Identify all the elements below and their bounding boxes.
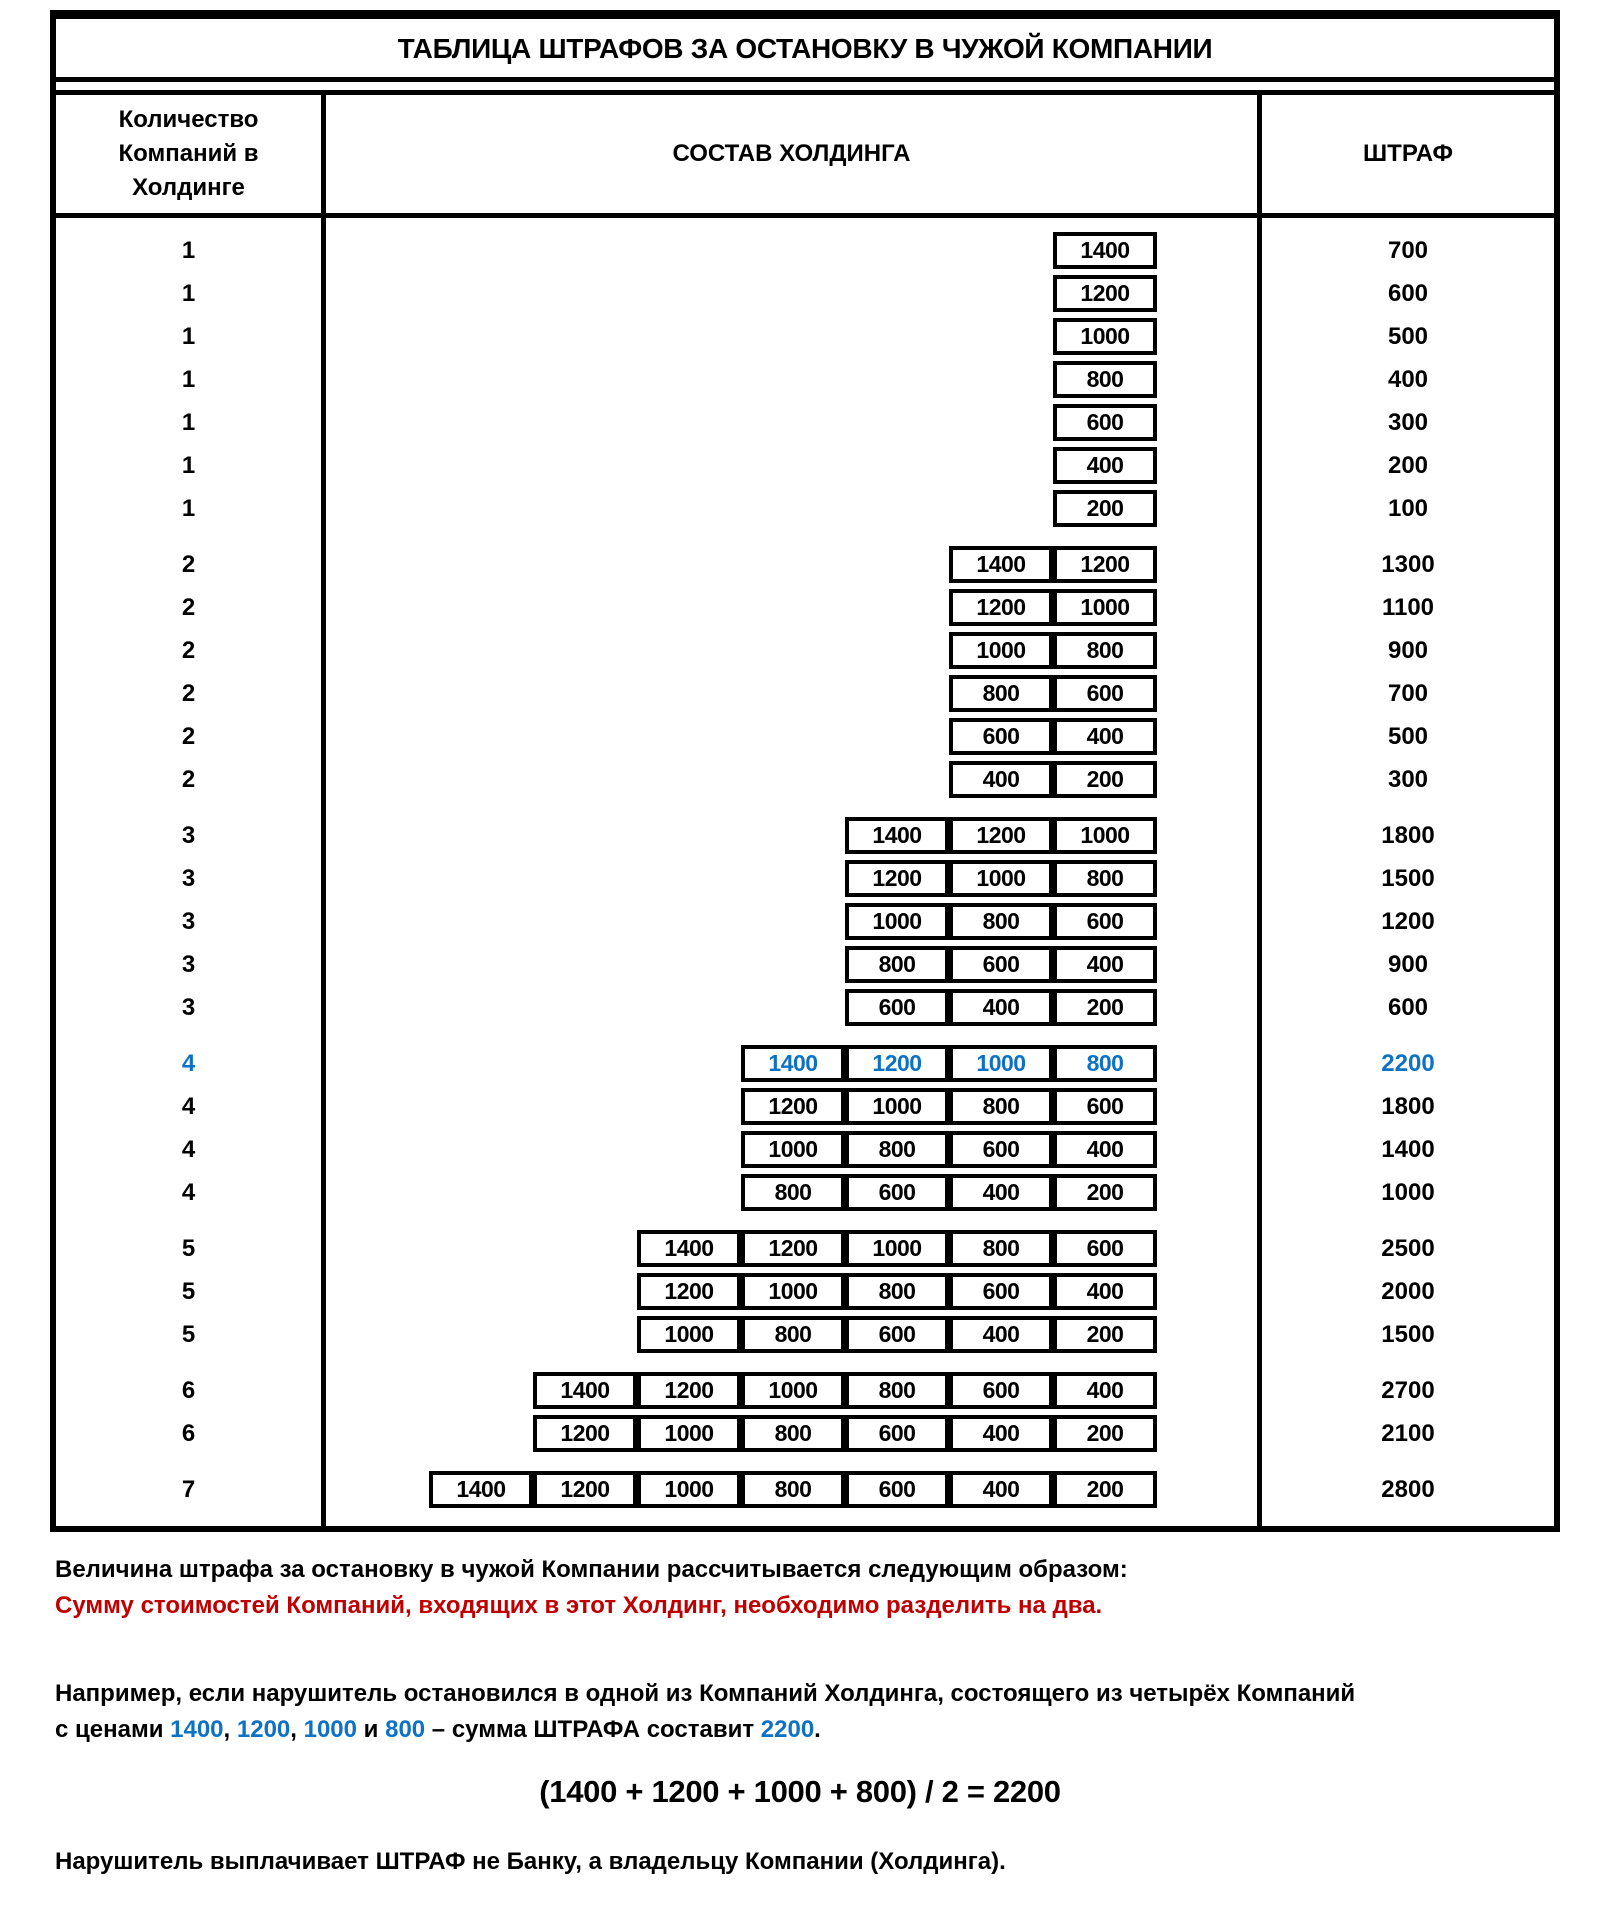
company-value-box: 1400	[429, 1471, 533, 1508]
fine-group	[1262, 1045, 1554, 1211]
fine-group	[1262, 546, 1554, 798]
example-number: 800	[385, 1716, 426, 1743]
company-value-box: 1000	[637, 1316, 741, 1353]
company-value-box: 400	[949, 989, 1053, 1026]
company-value-box: 800	[949, 1230, 1053, 1267]
holding-count: 1	[181, 408, 196, 436]
company-value-box: 600	[949, 1372, 1053, 1409]
company-value-box: 600	[1053, 1230, 1157, 1267]
company-value-box: 800	[949, 1088, 1053, 1125]
company-value-box: 800	[741, 1471, 845, 1508]
holding-count: 6	[181, 1419, 196, 1447]
company-value-box: 1200	[637, 1372, 741, 1409]
company-value-box: 600	[1053, 675, 1157, 712]
company-value-box: 400	[1053, 946, 1157, 983]
fine-value: 500	[1387, 322, 1429, 350]
count-group	[56, 1372, 321, 1452]
company-value-box: 400	[949, 1316, 1053, 1353]
example-text: и	[357, 1716, 386, 1743]
composition-group	[326, 1471, 1257, 1508]
example-formula: (1400 + 1200 + 1000 + 800) / 2 = 2200	[539, 1774, 1061, 1809]
fine-value: 1300	[1381, 550, 1435, 578]
holding-count: 4	[181, 1135, 196, 1163]
holding-composition-row	[326, 1471, 1257, 1508]
holding-count: 1	[181, 236, 196, 264]
company-value-box: 800	[845, 1131, 949, 1168]
fine-group	[1262, 817, 1554, 1026]
holding-composition-row	[326, 1316, 1257, 1353]
holding-composition-row	[326, 361, 1257, 398]
count-column	[56, 218, 326, 1526]
company-value-box: 600	[949, 1273, 1053, 1310]
count-group	[56, 1230, 321, 1353]
fine-value: 700	[1387, 679, 1429, 707]
company-value-box: 800	[949, 903, 1053, 940]
holding-composition-row	[326, 1131, 1257, 1168]
company-value-box: 200	[1053, 1174, 1157, 1211]
company-value-box: 1200	[637, 1273, 741, 1310]
composition-group	[326, 1372, 1257, 1452]
company-value-box: 400	[1053, 1273, 1157, 1310]
table-title: ТАБЛИЦА ШТРАФОВ ЗА ОСТАНОВКУ В ЧУЖОЙ КОМПАНИИ	[56, 19, 1554, 82]
company-value-box: 800	[845, 1372, 949, 1409]
company-value-box: 1200	[533, 1415, 637, 1452]
company-value-box: 1200	[1053, 275, 1157, 312]
holding-composition-row	[326, 632, 1257, 669]
example-number: 1200	[236, 1716, 291, 1743]
fine-value: 2200	[1381, 1049, 1435, 1077]
example-text: ,	[290, 1716, 304, 1743]
company-value-box: 600	[949, 718, 1053, 755]
holding-composition-row	[326, 404, 1257, 441]
example-line1: Например, если нарушитель остановился в одной из Компаний Холдинга, состоящего из четырёх Компаний	[55, 1680, 1356, 1707]
fine-value: 300	[1387, 765, 1429, 793]
count-group	[56, 1471, 321, 1508]
company-value-box: 1000	[845, 1088, 949, 1125]
company-value-box: 1400	[637, 1230, 741, 1267]
fine-value: 2100	[1381, 1419, 1435, 1447]
company-value-box: 800	[1053, 1045, 1157, 1082]
company-value-box: 1000	[949, 860, 1053, 897]
company-value-box: 600	[949, 946, 1053, 983]
company-value-box: 800	[845, 1273, 949, 1310]
fine-value: 1800	[1381, 1092, 1435, 1120]
holding-composition-row	[326, 1045, 1257, 1082]
fine-value: 1400	[1381, 1135, 1435, 1163]
fine-value: 1100	[1381, 593, 1435, 621]
fine-group	[1262, 1372, 1554, 1452]
holding-count: 3	[181, 993, 196, 1021]
holding-composition-row	[326, 946, 1257, 983]
calc-rule-line-red: Сумму стоимостей Компаний, входящих в этот Холдинг, необходимо разделить на два.	[55, 1592, 1103, 1619]
fine-value: 1800	[1381, 821, 1435, 849]
fine-group	[1262, 232, 1554, 527]
holding-count: 2	[181, 636, 196, 664]
company-value-box: 200	[1053, 761, 1157, 798]
holding-count: 5	[181, 1277, 196, 1305]
count-group	[56, 232, 321, 527]
header-line: Количество	[118, 106, 259, 133]
composition-column	[326, 218, 1262, 1526]
header-fine: ШТРАФ	[1363, 140, 1453, 167]
calc-rule-line: Величина штрафа за остановку в чужой Компании рассчитывается следующим образом:	[55, 1556, 1128, 1583]
company-value-box: 600	[845, 989, 949, 1026]
holding-composition-row	[326, 447, 1257, 484]
fine-value: 700	[1387, 236, 1429, 264]
holding-composition-row	[326, 761, 1257, 798]
fine-value: 1000	[1381, 1178, 1435, 1206]
holding-count: 4	[181, 1092, 196, 1120]
company-value-box: 400	[949, 761, 1053, 798]
fine-value: 500	[1387, 722, 1429, 750]
fine-value: 900	[1387, 636, 1429, 664]
company-value-box: 400	[949, 1471, 1053, 1508]
holding-count: 3	[181, 950, 196, 978]
holding-count: 2	[181, 722, 196, 750]
table-body	[56, 218, 1554, 1526]
company-value-box: 400	[949, 1415, 1053, 1452]
holding-composition-row	[326, 718, 1257, 755]
holding-count: 5	[181, 1320, 196, 1348]
company-value-box: 1200	[741, 1230, 845, 1267]
header-holding-count	[56, 95, 326, 213]
holding-count: 2	[181, 550, 196, 578]
holding-composition-row	[326, 589, 1257, 626]
holding-composition-row	[326, 817, 1257, 854]
holding-count: 4	[181, 1049, 196, 1077]
holding-count: 7	[181, 1475, 196, 1503]
header-holding-composition: СОСТАВ ХОЛДИНГА	[326, 95, 1262, 213]
company-value-box: 1200	[949, 589, 1053, 626]
company-value-box: 1000	[845, 903, 949, 940]
company-value-box: 1000	[949, 1045, 1053, 1082]
company-value-box: 1400	[949, 546, 1053, 583]
fine-value: 400	[1387, 365, 1429, 393]
fine-value: 300	[1387, 408, 1429, 436]
company-value-box: 1200	[1053, 546, 1157, 583]
holding-composition-row	[326, 1230, 1257, 1267]
fine-value: 600	[1387, 279, 1429, 307]
company-value-box: 600	[845, 1471, 949, 1508]
company-value-box: 800	[845, 946, 949, 983]
holding-count: 6	[181, 1376, 196, 1404]
fine-value: 2500	[1381, 1234, 1435, 1262]
holding-count: 4	[181, 1178, 196, 1206]
example-number: 2200	[760, 1716, 815, 1743]
fine-group	[1262, 1471, 1554, 1508]
holding-count: 2	[181, 593, 196, 621]
holding-count: 3	[181, 821, 196, 849]
holding-count: 2	[181, 765, 196, 793]
holding-composition-row	[326, 1273, 1257, 1310]
fine-value: 1500	[1381, 1320, 1435, 1348]
holding-composition-row	[326, 903, 1257, 940]
composition-group	[326, 232, 1257, 527]
holding-composition-row	[326, 675, 1257, 712]
holding-composition-row	[326, 275, 1257, 312]
company-value-box: 1000	[741, 1131, 845, 1168]
company-value-box: 800	[741, 1415, 845, 1452]
count-group	[56, 817, 321, 1026]
company-value-box: 600	[1053, 404, 1157, 441]
composition-group	[326, 817, 1257, 1026]
company-value-box: 600	[845, 1415, 949, 1452]
company-value-box: 1400	[533, 1372, 637, 1409]
holding-count: 1	[181, 279, 196, 307]
fine-value: 2800	[1381, 1475, 1435, 1503]
table-header-row	[56, 95, 1554, 218]
fine-value: 600	[1387, 993, 1429, 1021]
header-line: Холдинге	[132, 174, 245, 201]
example-line2	[55, 1712, 1545, 1748]
company-value-box: 1400	[1053, 232, 1157, 269]
header-line: Компаний в	[118, 140, 259, 167]
company-value-box: 800	[1053, 632, 1157, 669]
holding-count: 1	[181, 494, 196, 522]
company-value-box: 1000	[1053, 817, 1157, 854]
company-value-box: 400	[1053, 1131, 1157, 1168]
company-value-box: 800	[1053, 860, 1157, 897]
company-value-box: 200	[1053, 1471, 1157, 1508]
company-value-box: 800	[1053, 361, 1157, 398]
company-value-box: 200	[1053, 490, 1157, 527]
holding-composition-row	[326, 1415, 1257, 1452]
company-value-box: 1200	[845, 1045, 949, 1082]
company-value-box: 1000	[1053, 318, 1157, 355]
fine-value: 200	[1387, 451, 1429, 479]
company-value-box: 1200	[949, 817, 1053, 854]
company-value-box: 1200	[741, 1088, 845, 1125]
example-number: 1000	[303, 1716, 357, 1743]
company-value-box: 1200	[845, 860, 949, 897]
holding-composition-row	[326, 490, 1257, 527]
footer-rule: Нарушитель выплачивает ШТРАФ не Банку, а владельцу Компании (Холдинга).	[55, 1848, 1006, 1875]
example-text: – сумма ШТРАФА составит	[425, 1716, 761, 1743]
company-value-box: 1200	[533, 1471, 637, 1508]
fine-value: 900	[1387, 950, 1429, 978]
company-value-box: 1000	[845, 1230, 949, 1267]
company-value-box: 1400	[741, 1045, 845, 1082]
holding-composition-row	[326, 860, 1257, 897]
fine-value: 100	[1387, 494, 1429, 522]
fine-value: 1200	[1381, 907, 1435, 935]
count-group	[56, 1045, 321, 1211]
count-group	[56, 546, 321, 798]
holding-count: 5	[181, 1234, 196, 1262]
holding-composition-row	[326, 546, 1257, 583]
fine-value: 1500	[1381, 864, 1435, 892]
fine-column	[1262, 218, 1554, 1526]
composition-group	[326, 546, 1257, 798]
holding-composition-row	[326, 318, 1257, 355]
holding-composition-row	[326, 232, 1257, 269]
composition-group	[326, 1230, 1257, 1353]
holding-count: 3	[181, 864, 196, 892]
company-value-box: 200	[1053, 1415, 1157, 1452]
company-value-box: 600	[949, 1131, 1053, 1168]
holding-composition-row	[326, 1174, 1257, 1211]
holding-count: 2	[181, 679, 196, 707]
company-value-box: 400	[1053, 447, 1157, 484]
company-value-box: 1000	[1053, 589, 1157, 626]
holding-composition-row	[326, 1372, 1257, 1409]
company-value-box: 1000	[637, 1471, 741, 1508]
holding-count: 1	[181, 322, 196, 350]
example-text: ,	[223, 1716, 237, 1743]
company-value-box: 600	[845, 1174, 949, 1211]
example-text: с ценами	[55, 1716, 171, 1743]
holding-count: 1	[181, 365, 196, 393]
fine-group	[1262, 1230, 1554, 1353]
holding-composition-row	[326, 1088, 1257, 1125]
holding-count: 1	[181, 451, 196, 479]
example-number: 1400	[170, 1716, 224, 1743]
fine-value: 2000	[1381, 1277, 1435, 1305]
fine-value: 2700	[1381, 1376, 1435, 1404]
example-text: .	[814, 1716, 821, 1743]
company-value-box: 600	[1053, 1088, 1157, 1125]
company-value-box: 200	[1053, 989, 1157, 1026]
holding-composition-row	[326, 989, 1257, 1026]
fines-table	[50, 10, 1560, 1532]
notes-section	[55, 1552, 1545, 1880]
company-value-box: 1000	[741, 1273, 845, 1310]
company-value-box: 600	[1053, 903, 1157, 940]
company-value-box: 600	[845, 1316, 949, 1353]
company-value-box: 1000	[741, 1372, 845, 1409]
company-value-box: 1000	[637, 1415, 741, 1452]
company-value-box: 1000	[949, 632, 1053, 669]
company-value-box: 800	[741, 1316, 845, 1353]
company-value-box: 1400	[845, 817, 949, 854]
company-value-box: 400	[1053, 718, 1157, 755]
holding-count: 3	[181, 907, 196, 935]
composition-group	[326, 1045, 1257, 1211]
company-value-box: 400	[949, 1174, 1053, 1211]
title-divider	[56, 82, 1554, 95]
company-value-box: 800	[741, 1174, 845, 1211]
company-value-box: 800	[949, 675, 1053, 712]
company-value-box: 400	[1053, 1372, 1157, 1409]
company-value-box: 200	[1053, 1316, 1157, 1353]
